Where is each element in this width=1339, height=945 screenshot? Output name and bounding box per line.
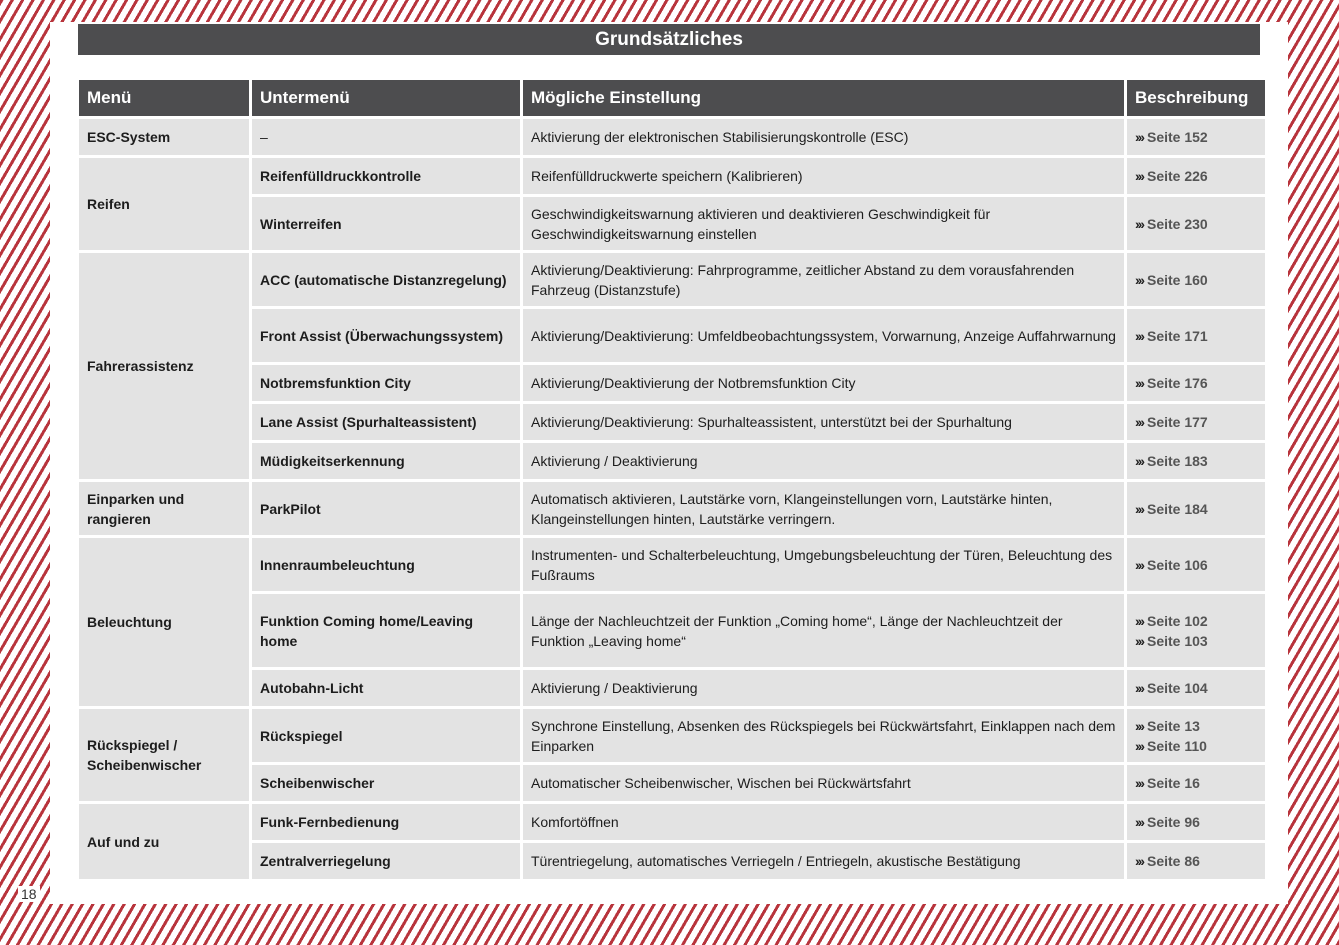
submenu-cell: Scheibenwischer <box>252 765 520 801</box>
table-row <box>79 197 1265 250</box>
header-setting: Mögliche Einstellung <box>523 80 1124 116</box>
setting-cell: Reifenfülldruckwerte speichern (Kalibrieren) <box>523 158 1124 194</box>
page-reference[interactable]: ››› Seite 96 <box>1127 804 1265 840</box>
setting-cell: Komfortöffnen <box>523 804 1124 840</box>
table-row <box>79 404 1265 440</box>
setting-cell: Türentriegelung, automatisches Verriegeln / Entriegeln, akustische Bestätigung <box>523 843 1124 879</box>
page-reference[interactable]: ››› Seite 106 <box>1127 538 1265 591</box>
arrow-icon: ››› <box>1135 814 1143 830</box>
table-row <box>79 765 1265 801</box>
arrow-icon: ››› <box>1135 271 1143 288</box>
setting-cell: Aktivierung/Deaktivierung: Fahrprogramme, zeitlicher Abstand zu dem vorausfahrenden Fahrzeug (Distanzstufe) <box>523 253 1124 306</box>
page-reference[interactable]: ››› Seite 86 <box>1127 843 1265 879</box>
table-row <box>79 594 1265 667</box>
table-row <box>79 843 1265 879</box>
page-reference[interactable]: ››› Seite 16 <box>1127 765 1265 801</box>
submenu-cell: ParkPilot <box>252 482 520 535</box>
table-row <box>79 709 1265 762</box>
page-reference[interactable]: ››› Seite 171 <box>1127 309 1265 362</box>
submenu-cell: Notbremsfunktion City <box>252 365 520 401</box>
submenu-cell: Reifenfülldruckkontrolle <box>252 158 520 194</box>
page-title: Grundsätzliches <box>78 24 1260 55</box>
arrow-icon: ››› <box>1135 717 1143 734</box>
submenu-cell: Front Assist (Überwachungssystem) <box>252 309 520 362</box>
arrow-icon: ››› <box>1135 853 1143 869</box>
menu-cell: Fahrerassistenz <box>79 253 249 479</box>
arrow-icon: ››› <box>1135 327 1143 344</box>
page-reference[interactable]: ››› Seite 184 <box>1127 482 1265 535</box>
table-row <box>79 119 1265 155</box>
menu-cell: Reifen <box>79 158 249 250</box>
header-menu: Menü <box>79 80 249 116</box>
arrow-icon: ››› <box>1135 612 1143 629</box>
page-reference[interactable]: ››› Seite 152 <box>1127 119 1265 155</box>
page-reference[interactable]: ››› Seite 176 <box>1127 365 1265 401</box>
submenu-cell: Zentralverriegelung <box>252 843 520 879</box>
arrow-icon: ››› <box>1135 556 1143 573</box>
setting-cell: Aktivierung/Deaktivierung: Umfeldbeobachtungssystem, Vorwarnung, Anzeige Auffahrwarnung <box>523 309 1124 362</box>
arrow-icon: ››› <box>1135 414 1143 430</box>
settings-table <box>76 77 1268 882</box>
table-row <box>79 365 1265 401</box>
menu-cell: Rückspiegel / Scheibenwischer <box>79 709 249 801</box>
arrow-icon: ››› <box>1135 632 1143 649</box>
menu-cell: Auf und zu <box>79 804 249 879</box>
arrow-icon: ››› <box>1135 453 1143 469</box>
menu-cell: Beleuchtung <box>79 538 249 706</box>
submenu-cell: Funktion Coming home/Leaving home <box>252 594 520 667</box>
setting-cell: Länge der Nachleuchtzeit der Funktion „Coming home“, Länge der Nachleuchtzeit der Funktion „Leaving home“ <box>523 594 1124 667</box>
page-reference[interactable]: ››› Seite 13 ››› Seite 110 <box>1127 709 1265 762</box>
setting-cell: Aktivierung der elektronischen Stabilisierungskontrolle (ESC) <box>523 119 1124 155</box>
arrow-icon: ››› <box>1135 775 1143 791</box>
setting-cell: Aktivierung/Deaktivierung: Spurhalteassistent, unterstützt bei der Spurhaltung <box>523 404 1124 440</box>
arrow-icon: ››› <box>1135 215 1143 232</box>
submenu-cell: Innenraumbeleuchtung <box>252 538 520 591</box>
table-row <box>79 482 1265 535</box>
page-number: 18 <box>18 886 40 902</box>
arrow-icon: ››› <box>1135 168 1143 184</box>
submenu-cell: Lane Assist (Spurhalteassistent) <box>252 404 520 440</box>
submenu-cell: – <box>252 119 520 155</box>
submenu-cell: Winterreifen <box>252 197 520 250</box>
setting-cell: Automatischer Scheibenwischer, Wischen bei Rückwärtsfahrt <box>523 765 1124 801</box>
setting-cell: Automatisch aktivieren, Lautstärke vorn, Klangeinstellungen vorn, Lautstärke hinten, Klangeinstellungen hinten, Lautstärke verringern. <box>523 482 1124 535</box>
table-row <box>79 804 1265 840</box>
page-reference[interactable]: ››› Seite 226 <box>1127 158 1265 194</box>
setting-cell: Synchrone Einstellung, Absenken des Rückspiegels bei Rückwärtsfahrt, Einklappen nach dem Einparken <box>523 709 1124 762</box>
menu-cell: Einparken und rangieren <box>79 482 249 535</box>
page-reference[interactable]: ››› Seite 177 <box>1127 404 1265 440</box>
table-row <box>79 158 1265 194</box>
setting-cell: Geschwindigkeitswarnung aktivieren und deaktivieren Geschwindigkeit für Geschwindigkeitswarnung einstellen <box>523 197 1124 250</box>
table-row <box>79 670 1265 706</box>
table-row <box>79 538 1265 591</box>
header-submenu: Untermenü <box>252 80 520 116</box>
submenu-cell: Autobahn-Licht <box>252 670 520 706</box>
table-row <box>79 309 1265 362</box>
header-description: Beschreibung <box>1127 80 1265 116</box>
page-reference[interactable]: ››› Seite 102 ››› Seite 103 <box>1127 594 1265 667</box>
page-reference[interactable]: ››› Seite 230 <box>1127 197 1265 250</box>
submenu-cell: Funk-Fernbedienung <box>252 804 520 840</box>
table-row <box>79 253 1265 306</box>
arrow-icon: ››› <box>1135 680 1143 696</box>
arrow-icon: ››› <box>1135 737 1143 754</box>
submenu-cell: ACC (automatische Distanzregelung) <box>252 253 520 306</box>
setting-cell: Aktivierung/Deaktivierung der Notbremsfunktion City <box>523 365 1124 401</box>
page-reference[interactable]: ››› Seite 183 <box>1127 443 1265 479</box>
table-row <box>79 443 1265 479</box>
arrow-icon: ››› <box>1135 375 1143 391</box>
setting-cell: Aktivierung / Deaktivierung <box>523 670 1124 706</box>
menu-cell: ESC-System <box>79 119 249 155</box>
arrow-icon: ››› <box>1135 500 1143 517</box>
setting-cell: Aktivierung / Deaktivierung <box>523 443 1124 479</box>
page-reference[interactable]: ››› Seite 160 <box>1127 253 1265 306</box>
submenu-cell: Rückspiegel <box>252 709 520 762</box>
arrow-icon: ››› <box>1135 129 1143 145</box>
table-header-row <box>79 80 1265 116</box>
submenu-cell: Müdigkeitserkennung <box>252 443 520 479</box>
setting-cell: Instrumenten- und Schalterbeleuchtung, Umgebungsbeleuchtung der Türen, Beleuchtung des Fußraums <box>523 538 1124 591</box>
page-reference[interactable]: ››› Seite 104 <box>1127 670 1265 706</box>
